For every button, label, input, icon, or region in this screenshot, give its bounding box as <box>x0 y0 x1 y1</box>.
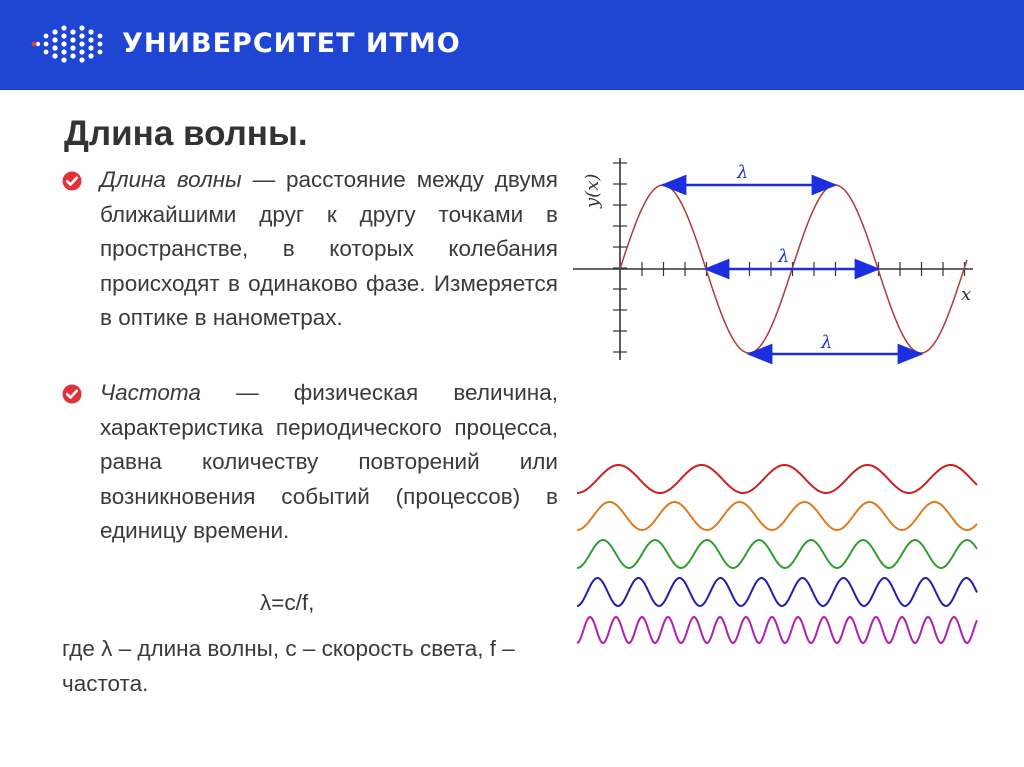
bullet-term: Частота <box>100 380 201 405</box>
itmo-dots-logo-icon <box>28 22 118 66</box>
lambda-label-middle: λ <box>778 246 790 267</box>
x-axis-label: x <box>961 284 972 305</box>
y-axis-label: y(x) <box>582 173 603 208</box>
bullet-frequency <box>62 376 558 549</box>
wave-red <box>577 465 977 493</box>
bullet-wavelength <box>62 163 558 336</box>
lambda-label-bottom: λ <box>821 332 833 353</box>
check-circle-icon <box>62 384 82 404</box>
formula: λ=c/f, <box>260 590 315 615</box>
brand-name: УНИВЕРСИТЕТ ИТМО <box>122 28 461 59</box>
bullet-term: Длина волны <box>100 167 242 192</box>
wave-blue <box>577 578 977 606</box>
lambda-label-top: λ <box>737 162 749 183</box>
check-circle-icon <box>62 171 82 191</box>
bullet-body: — расстояние между двумя ближайшими друг к другу точками в пространстве, в которых колебания происходят в одинаково фазе. Измеряется в оптике в нанометрах. <box>100 167 558 330</box>
spectrum-waves <box>575 455 980 665</box>
slide-title: Длина волны. <box>64 114 308 153</box>
bullet-body: — физическая величина, характеристика периодического процесса, равна количеству повторений или возникновения событий (процессов) в единицу времени. <box>100 380 558 543</box>
wave-orange <box>577 502 977 530</box>
bullet-text <box>100 163 558 336</box>
wave-violet <box>577 617 977 643</box>
wavelength-diagram <box>565 150 985 370</box>
wave-green <box>577 540 977 568</box>
formula-note: где λ – длина волны, c – скорость света, f – частота. <box>62 636 515 696</box>
header-bar <box>0 0 1024 90</box>
bullet-text <box>100 376 558 549</box>
